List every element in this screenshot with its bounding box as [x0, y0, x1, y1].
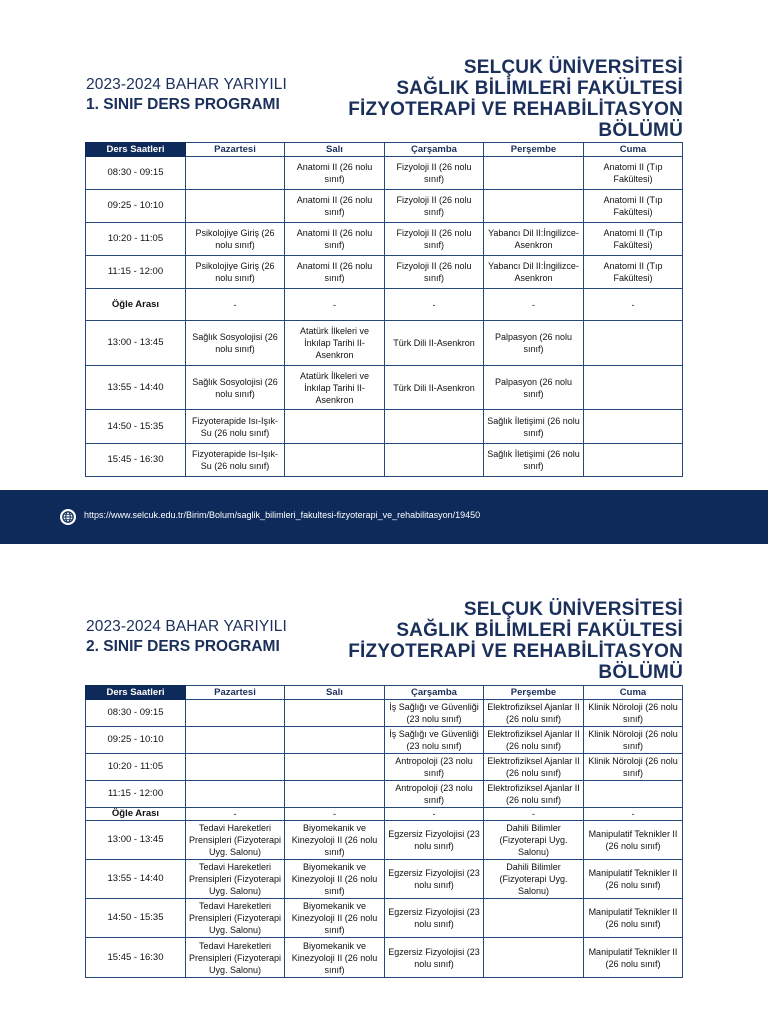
course-cell: [484, 190, 584, 223]
course-cell: Anatomi II (26 nolu sınıf): [285, 157, 385, 190]
time-slot-cell: 08:30 - 09:15: [86, 157, 186, 190]
university-title: [348, 599, 683, 683]
course-cell: Dahili Bilimler (Fizyoterapi Uyg. Salonu): [484, 860, 584, 899]
course-cell: -: [186, 808, 285, 821]
table-row: [86, 190, 683, 223]
course-cell: [186, 190, 285, 223]
course-cell: Türk Dili II-Asenkron: [385, 321, 484, 366]
course-cell: -: [584, 808, 683, 821]
course-cell: Atatürk İlkeleri ve İnkılap Tarihi II-Asenkron: [285, 321, 385, 366]
course-cell: [584, 410, 683, 444]
header-cell: Cuma: [584, 143, 683, 157]
table-row: [86, 860, 683, 899]
time-slot-cell: 14:50 - 15:35: [86, 899, 186, 938]
time-slot-cell: 14:50 - 15:35: [86, 410, 186, 444]
department-url-link[interactable]: https://www.selcuk.edu.tr/Birim/Bolum/saglik_bilimleri_fakultesi-fizyoterapi_ve_rehabilitasyon/19450: [84, 510, 481, 520]
table-row: [86, 821, 683, 860]
time-slot-cell: 13:55 - 14:40: [86, 860, 186, 899]
course-cell: -: [385, 289, 484, 321]
course-cell: Elektrofiziksel Ajanlar II (26 nolu sınıf): [484, 727, 584, 754]
course-cell: Atatürk İlkeleri ve İnkılap Tarihi II-Asenkron: [285, 366, 385, 410]
header-cell: Pazartesi: [186, 686, 285, 700]
course-cell: Egzersiz Fizyolojisi (23 nolu sınıf): [385, 860, 484, 899]
course-cell: -: [484, 289, 584, 321]
university-line-1: SELÇUK ÜNİVERSİTESİ: [463, 57, 683, 78]
schedule-table-1: [85, 142, 683, 477]
course-cell: Türk Dili II-Asenkron: [385, 366, 484, 410]
university-line-3: FİZYOTERAPİ VE REHABİLİTASYON: [348, 99, 683, 120]
time-slot-cell: 15:45 - 16:30: [86, 444, 186, 477]
course-cell: -: [385, 808, 484, 821]
course-cell: Biyomekanik ve Kinezyoloji II (26 nolu sınıf): [285, 821, 385, 860]
table-row: [86, 256, 683, 289]
course-cell: Egzersiz Fizyolojisi (23 nolu sınıf): [385, 938, 484, 978]
course-cell: Fizyoterapide Isı-Işık-Su (26 nolu sınıf): [186, 444, 285, 477]
course-cell: [484, 938, 584, 978]
course-cell: Fizyoloji II (26 nolu sınıf): [385, 256, 484, 289]
course-cell: [484, 899, 584, 938]
course-cell: -: [584, 289, 683, 321]
course-cell: Antropoloji (23 nolu sınıf): [385, 754, 484, 781]
header-cell: Ders Saatleri: [86, 143, 186, 157]
university-line-2: SAĞLIK BİLİMLERİ FAKÜLTESİ: [396, 78, 683, 99]
class-title: 1. SINIF DERS PROGRAMI: [86, 96, 280, 113]
course-cell: Fizyoloji II (26 nolu sınıf): [385, 190, 484, 223]
course-cell: Klinik Nöroloji (26 nolu sınıf): [584, 700, 683, 727]
course-cell: [186, 157, 285, 190]
course-cell: [285, 781, 385, 808]
course-cell: Sağlık İletişimi (26 nolu sınıf): [484, 410, 584, 444]
course-cell: Yabancı Dil II:İngilizce-Asenkron: [484, 223, 584, 256]
course-cell: [285, 410, 385, 444]
table-row: [86, 366, 683, 410]
course-cell: -: [484, 808, 584, 821]
time-slot-cell: Öğle Arası: [86, 289, 186, 321]
course-cell: -: [186, 289, 285, 321]
course-cell: İş Sağlığı ve Güvenliği (23 nolu sınıf): [385, 700, 484, 727]
header-cell: Perşembe: [484, 686, 584, 700]
course-cell: Biyomekanik ve Kinezyoloji II (26 nolu sınıf): [285, 860, 385, 899]
course-cell: Manipulatif Teknikler II (26 nolu sınıf): [584, 938, 683, 978]
course-cell: [285, 727, 385, 754]
table-row: [86, 727, 683, 754]
header-cell: Salı: [285, 686, 385, 700]
course-cell: [186, 700, 285, 727]
schedule-page-1: [0, 0, 768, 490]
course-cell: Biyomekanik ve Kinezyoloji II (26 nolu sınıf): [285, 938, 385, 978]
course-cell: Tedavi Hareketleri Prensipleri (Fizyoterapi Uyg. Salonu): [186, 899, 285, 938]
course-cell: Anatomi II (26 nolu sınıf): [285, 190, 385, 223]
university-line-4: BÖLÜMÜ: [598, 662, 683, 683]
course-cell: Manipulatif Teknikler II (26 nolu sınıf): [584, 821, 683, 860]
university-line-3: FİZYOTERAPİ VE REHABİLİTASYON: [348, 641, 683, 662]
course-cell: Egzersiz Fizyolojisi (23 nolu sınıf): [385, 899, 484, 938]
course-cell: Manipulatif Teknikler II (26 nolu sınıf): [584, 899, 683, 938]
course-cell: Egzersiz Fizyolojisi (23 nolu sınıf): [385, 821, 484, 860]
course-cell: Psikolojiye Giriş (26 nolu sınıf): [186, 223, 285, 256]
table-row: [86, 157, 683, 190]
time-slot-cell: 10:20 - 11:05: [86, 223, 186, 256]
schedule-table-2: [85, 685, 683, 978]
header-row: [86, 143, 683, 157]
course-cell: [584, 321, 683, 366]
course-cell: [584, 781, 683, 808]
header-cell: Çarşamba: [385, 143, 484, 157]
course-cell: Fizyoloji II (26 nolu sınıf): [385, 223, 484, 256]
course-cell: Sağlık Sosyolojisi (26 nolu sınıf): [186, 366, 285, 410]
course-cell: -: [285, 808, 385, 821]
header-cell: Perşembe: [484, 143, 584, 157]
course-cell: Anatomi II (Tıp Fakültesi): [584, 157, 683, 190]
course-cell: Biyomekanik ve Kinezyoloji II (26 nolu sınıf): [285, 899, 385, 938]
course-cell: Klinik Nöroloji (26 nolu sınıf): [584, 727, 683, 754]
table-row: [86, 223, 683, 256]
course-cell: [285, 754, 385, 781]
course-cell: Anatomi II (Tıp Fakültesi): [584, 223, 683, 256]
course-cell: Psikolojiye Giriş (26 nolu sınıf): [186, 256, 285, 289]
header-cell: Salı: [285, 143, 385, 157]
course-cell: [584, 444, 683, 477]
university-title: [348, 57, 683, 141]
header-cell: Cuma: [584, 686, 683, 700]
university-line-4: BÖLÜMÜ: [598, 120, 683, 141]
table-row: [86, 444, 683, 477]
course-cell: Elektrofiziksel Ajanlar II (26 nolu sınıf): [484, 754, 584, 781]
term-title: 2023-2024 BAHAR YARIYILI: [86, 76, 287, 93]
course-cell: [186, 754, 285, 781]
course-cell: Elektrofiziksel Ajanlar II (26 nolu sınıf): [484, 700, 584, 727]
course-cell: Klinik Nöroloji (26 nolu sınıf): [584, 754, 683, 781]
globe-icon: [60, 509, 76, 525]
course-cell: Anatomi II (Tıp Fakültesi): [584, 256, 683, 289]
class-title: 2. SINIF DERS PROGRAMI: [86, 638, 280, 655]
course-cell: Manipulatif Teknikler II (26 nolu sınıf): [584, 860, 683, 899]
course-cell: Anatomi II (26 nolu sınıf): [285, 223, 385, 256]
time-slot-cell: 11:15 - 12:00: [86, 256, 186, 289]
course-cell: [385, 444, 484, 477]
course-cell: [186, 727, 285, 754]
course-cell: -: [285, 289, 385, 321]
header-row: [86, 686, 683, 700]
table-row: [86, 899, 683, 938]
course-cell: Tedavi Hareketleri Prensipleri (Fizyoterapi Uyg. Salonu): [186, 821, 285, 860]
course-cell: [484, 157, 584, 190]
course-cell: Yabancı Dil II:İngilizce-Asenkron: [484, 256, 584, 289]
schedule-page-2: [0, 590, 768, 1024]
time-slot-cell: 13:55 - 14:40: [86, 366, 186, 410]
course-cell: Fizyoloji II (26 nolu sınıf): [385, 157, 484, 190]
course-cell: Fizyoterapide Isı-Işık-Su (26 nolu sınıf): [186, 410, 285, 444]
course-cell: [285, 700, 385, 727]
url-banner: [0, 490, 768, 544]
table-row: [86, 289, 683, 321]
course-cell: Anatomi II (Tıp Fakültesi): [584, 190, 683, 223]
table-row: [86, 754, 683, 781]
table-row: [86, 808, 683, 821]
course-cell: Palpasyon (26 nolu sınıf): [484, 321, 584, 366]
course-cell: [186, 781, 285, 808]
time-slot-cell: 09:25 - 10:10: [86, 727, 186, 754]
time-slot-cell: 15:45 - 16:30: [86, 938, 186, 978]
time-slot-cell: 08:30 - 09:15: [86, 700, 186, 727]
table-row: [86, 321, 683, 366]
header-cell: Çarşamba: [385, 686, 484, 700]
time-slot-cell: 09:25 - 10:10: [86, 190, 186, 223]
course-cell: [584, 366, 683, 410]
course-cell: Dahili Bilimler (Fizyoterapi Uyg. Salonu): [484, 821, 584, 860]
table-row: [86, 700, 683, 727]
university-line-1: SELÇUK ÜNİVERSİTESİ: [463, 599, 683, 620]
course-cell: Sağlık İletişimi (26 nolu sınıf): [484, 444, 584, 477]
course-cell: Tedavi Hareketleri Prensipleri (Fizyoterapi Uyg. Salonu): [186, 938, 285, 978]
header-cell: Ders Saatleri: [86, 686, 186, 700]
course-cell: Tedavi Hareketleri Prensipleri (Fizyoterapi Uyg. Salonu): [186, 860, 285, 899]
time-slot-cell: 13:00 - 13:45: [86, 821, 186, 860]
time-slot-cell: 13:00 - 13:45: [86, 321, 186, 366]
course-cell: Anatomi II (26 nolu sınıf): [285, 256, 385, 289]
table-row: [86, 938, 683, 978]
header-cell: Pazartesi: [186, 143, 285, 157]
time-slot-cell: 11:15 - 12:00: [86, 781, 186, 808]
course-cell: [385, 410, 484, 444]
university-line-2: SAĞLIK BİLİMLERİ FAKÜLTESİ: [396, 620, 683, 641]
term-title: 2023-2024 BAHAR YARIYILI: [86, 618, 287, 635]
table-row: [86, 781, 683, 808]
table-row: [86, 410, 683, 444]
time-slot-cell: Öğle Arası: [86, 808, 186, 821]
course-cell: Sağlık Sosyolojisi (26 nolu sınıf): [186, 321, 285, 366]
course-cell: Antropoloji (23 nolu sınıf): [385, 781, 484, 808]
course-cell: Elektrofiziksel Ajanlar II (26 nolu sınıf): [484, 781, 584, 808]
course-cell: İş Sağlığı ve Güvenliği (23 nolu sınıf): [385, 727, 484, 754]
course-cell: [285, 444, 385, 477]
course-cell: Palpasyon (26 nolu sınıf): [484, 366, 584, 410]
time-slot-cell: 10:20 - 11:05: [86, 754, 186, 781]
